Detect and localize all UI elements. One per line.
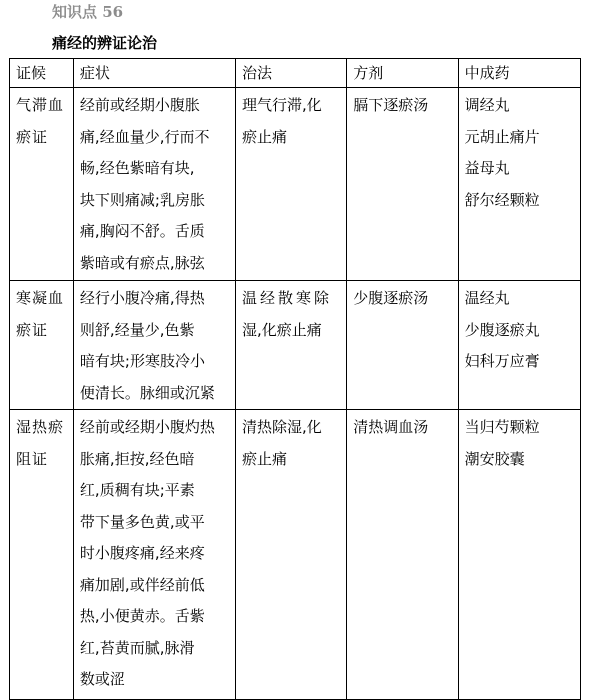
symptom-line: 痛,胸闷不舒。舌质	[79, 222, 205, 240]
table-row	[10, 281, 581, 410]
header-symptoms: 症状	[73, 59, 235, 88]
medicine-line: 妇科万应膏	[464, 352, 540, 370]
method-cell	[235, 281, 346, 410]
symptoms-cell	[73, 410, 235, 700]
header-formula: 方剂	[347, 59, 458, 88]
syndrome-cell	[10, 410, 74, 700]
syndrome-line: 气滞血	[16, 96, 65, 114]
medicines-cell	[458, 281, 580, 410]
medicine-line: 温经丸	[464, 289, 510, 307]
symptom-line: 经行小腹冷痛,得热	[79, 289, 205, 307]
symptom-line: 红,苔黄而腻,脉滑	[79, 638, 195, 657]
method-cell	[235, 410, 346, 700]
symptoms-cell	[73, 88, 235, 281]
formula-line: 清热调血汤	[353, 418, 429, 436]
medicine-line: 益母丸	[464, 159, 510, 177]
symptom-line: 畅,经色紫暗有块,	[79, 159, 195, 177]
method-line: 瘀止痛	[241, 449, 287, 468]
syndrome-line: 瘀证	[16, 127, 49, 146]
syndrome-cell	[10, 88, 74, 281]
symptom-line: 便清长。脉细或沉紧	[79, 383, 215, 402]
symptom-line: 经前或经期小腹灼热	[79, 418, 215, 436]
formula-line: 膈下逐瘀汤	[353, 96, 429, 114]
symptoms-cell	[73, 281, 235, 410]
symptom-line: 暗有块;形寒肢冷小	[79, 352, 205, 370]
symptom-line: 红,质稠有块;平素	[79, 481, 195, 499]
header-method: 治法	[235, 59, 346, 88]
table-header-row	[10, 59, 581, 88]
syndrome-cell	[10, 281, 74, 410]
syndrome-line: 湿热瘀	[16, 418, 65, 436]
formula-cell	[347, 410, 458, 700]
header-syndrome: 证候	[10, 59, 74, 88]
symptom-line: 块下则痛减;乳房胀	[79, 190, 205, 209]
syndrome-line: 瘀证	[16, 320, 49, 339]
syndrome-table	[9, 58, 581, 700]
symptom-line: 紫暗或有瘀点,脉弦	[79, 253, 205, 272]
medicines-cell	[458, 410, 580, 700]
symptom-line: 热,小便黄赤。舌紫	[79, 607, 205, 625]
formula-line: 少腹逐瘀汤	[353, 289, 429, 307]
page-title: 痛经的辨证论治	[52, 34, 158, 52]
method-line: 瘀止痛	[241, 127, 287, 146]
formula-cell	[347, 281, 458, 410]
medicine-line: 元胡止痛片	[464, 127, 540, 146]
symptom-line: 痛加剧,或伴经前低	[79, 575, 205, 594]
medicines-cell	[458, 88, 580, 281]
symptom-line: 则舒,经量少,色紫	[79, 320, 195, 339]
symptom-line: 痛,经血量少,行而不	[79, 127, 210, 146]
table-row	[10, 88, 581, 281]
symptom-line: 时小腹疼痛,经来疼	[79, 544, 205, 562]
syndrome-line: 寒凝血	[16, 289, 65, 307]
medicine-line: 调经丸	[464, 96, 510, 114]
method-line: 清热除湿,化	[241, 418, 322, 436]
formula-cell	[347, 88, 458, 281]
medicine-line: 少腹逐瘀丸	[464, 320, 540, 339]
method-line: 理气行滞,化	[241, 96, 322, 114]
method-line: 温经散寒除	[241, 289, 332, 307]
medicine-line: 当归芍颗粒	[464, 418, 540, 436]
method-cell	[235, 88, 346, 281]
medicine-line: 舒尔经颗粒	[464, 190, 540, 209]
medicine-line: 潮安胶囊	[464, 449, 525, 468]
header-medicines: 中成药	[458, 59, 580, 88]
syndrome-line: 阻证	[16, 449, 49, 468]
table-row	[10, 410, 581, 700]
symptom-line: 数或涩	[79, 670, 125, 688]
symptom-line: 胀痛,拒按,经色暗	[79, 449, 195, 468]
method-line: 湿,化瘀止痛	[241, 320, 322, 339]
symptom-line: 经前或经期小腹胀	[79, 96, 200, 114]
symptom-line: 带下量多色黄,或平	[79, 512, 205, 531]
knowledge-point-label: 知识点 56	[52, 3, 124, 21]
